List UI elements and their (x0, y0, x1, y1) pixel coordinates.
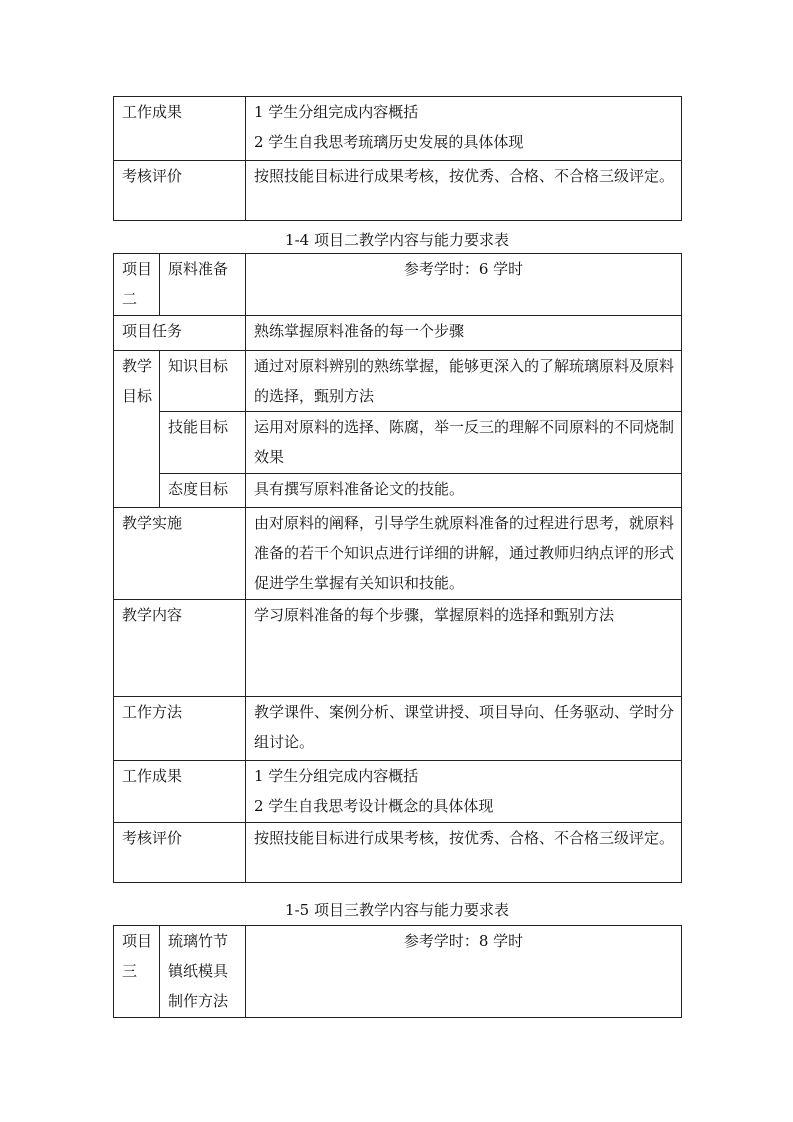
project-label: 项目二 (114, 254, 160, 316)
table-row (114, 926, 682, 1018)
table-row (114, 316, 682, 351)
goal-label: 态度目标 (160, 474, 246, 508)
table-project-two (113, 253, 682, 883)
content-label: 教学内容 (114, 600, 246, 697)
goals-label: 教学目标 (114, 351, 160, 508)
method-label: 工作方法 (114, 697, 246, 761)
eval-value: 按照技能目标进行成果考核，按优秀、合格、不合格三级评定。 (246, 161, 682, 221)
result-line: 2 学生自我思考琉璃历史发展的具体体现 (254, 133, 524, 151)
project-name: 原料准备 (160, 254, 246, 316)
result-label: 工作成果 (114, 97, 246, 161)
task-value: 熟练掌握原料准备的每一个步骤 (246, 316, 682, 351)
table-row (114, 823, 682, 883)
eval-label: 考核评价 (114, 161, 246, 221)
impl-label: 教学实施 (114, 508, 246, 600)
table-row (114, 351, 682, 412)
table-row (114, 474, 682, 508)
goal-value: 具有撰写原料准备论文的技能。 (246, 474, 682, 508)
table-row (114, 161, 682, 221)
hours: 参考学时：8 学时 (246, 926, 682, 1018)
table-row (114, 697, 682, 761)
result-label: 工作成果 (114, 761, 246, 823)
table-row (114, 600, 682, 697)
table-row (114, 761, 682, 823)
hours: 参考学时：6 学时 (246, 254, 682, 316)
goal-label: 知识目标 (160, 351, 246, 412)
table-project-three (113, 925, 682, 1018)
result-value (246, 761, 682, 823)
result-line: 1 学生分组完成内容概括 (254, 103, 419, 121)
table-row (114, 412, 682, 474)
table-row (114, 97, 682, 161)
method-value: 教学课件、案例分析、课堂讲授、项目导向、任务驱动、学时分组讨论。 (246, 697, 682, 761)
content-value: 学习原料准备的每个步骤，掌握原料的选择和甄别方法 (246, 600, 682, 697)
eval-label: 考核评价 (114, 823, 246, 883)
result-line: 1 学生分组完成内容概括 (254, 767, 419, 785)
goal-value: 通过对原料辨别的熟练掌握，能够更深入的了解琉璃原料及原料的选择，甄别方法 (246, 351, 682, 412)
result-value (246, 97, 682, 161)
goal-label: 技能目标 (160, 412, 246, 474)
table-row (114, 254, 682, 316)
table-project-one-tail (113, 96, 682, 221)
table-caption: 1-4 项目二教学内容与能力要求表 (285, 231, 509, 249)
impl-value: 由对原料的阐释，引导学生就原料准备的过程进行思考，就原料准备的若干个知识点进行详细的讲解，通过教师归纳点评的形式促进学生掌握有关知识和技能。 (246, 508, 682, 600)
project-label: 项目三 (114, 926, 160, 1018)
task-label: 项目任务 (114, 316, 246, 351)
result-line: 2 学生自我思考设计概念的具体体现 (254, 797, 494, 815)
table-row (114, 508, 682, 600)
project-name: 琉璃竹节镇纸模具制作方法 (160, 926, 246, 1018)
goal-value: 运用对原料的选择、陈腐，举一反三的理解不同原料的不同烧制效果 (246, 412, 682, 474)
table-caption: 1-5 项目三教学内容与能力要求表 (285, 901, 509, 919)
eval-value: 按照技能目标进行成果考核，按优秀、合格、不合格三级评定。 (246, 823, 682, 883)
